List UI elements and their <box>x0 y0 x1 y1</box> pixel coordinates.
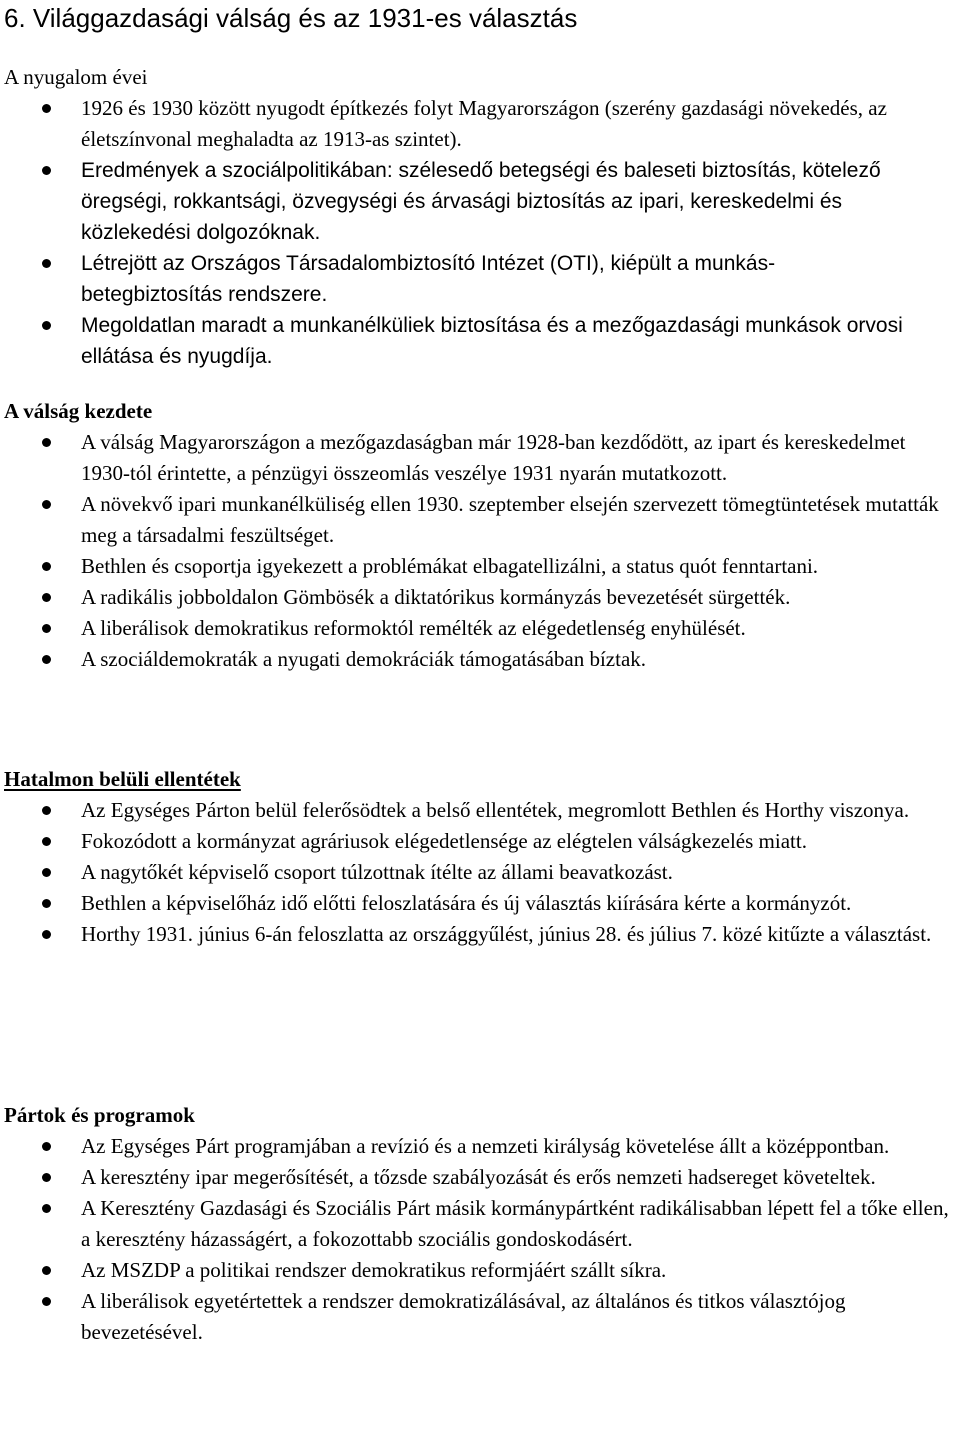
section-list-partok-programok <box>0 1131 960 1348</box>
list-item-text: A liberálisok demokratikus reformoktól remélték az elégedetlenség enyhülését. <box>81 616 746 640</box>
list-item <box>0 919 956 950</box>
bullet-icon <box>42 562 51 571</box>
bullet-icon <box>42 1204 51 1213</box>
list-item-text: Az Egységes Párt programjában a revízió és a nemzeti királyság követelése állt a középpontban. <box>81 1134 890 1158</box>
bullet-icon <box>42 1173 51 1182</box>
list-item-text: Bethlen és csoportja igyekezett a problémákat elbagatellizálni, a status quót fenntartani. <box>81 554 819 578</box>
bullet-icon <box>42 899 51 908</box>
list-item-text: Bethlen a képviselőház idő előtti feloszlatására és új választás kiírására kérte a kormányzót. <box>81 891 852 915</box>
list-item <box>0 551 956 582</box>
list-item <box>0 1286 956 1348</box>
section-heading-valsag-kezdete: A válság kezdete <box>4 399 153 423</box>
bullet-icon <box>42 1297 51 1306</box>
bullet-icon <box>42 837 51 846</box>
list-item <box>0 489 956 551</box>
section-list-hatalmon-beluli <box>0 795 960 950</box>
list-item-text: 1926 és 1930 között nyugodt építkezés folyt Magyarországon (szerény gazdasági növekedés, az életszínvonal meghaladta az 1913-as szintet). <box>81 96 887 151</box>
list-item-text: A növekvő ipari munkanélküliség ellen 1930. szeptember elsején szervezett tömegtüntetések mutatták meg a társadalmi feszültséget. <box>81 492 939 547</box>
list-item-text: Eredmények a szociálpolitikában: szélesedő betegségi és baleseti biztosítás, kötelező öregségi, rokkantsági, özvegységi és árvasági biztosítás az ipari, kereskedelmi és közlekedési dolgozóknak. <box>81 159 881 244</box>
list-item-text: A Keresztény Gazdasági és Szociális Párt másik kormánypártként radikálisabban lépett fel a tőke ellen, a keresztény házasságért, a fokozottabb szociális gondoskodásért. <box>81 1196 949 1251</box>
list-item <box>0 93 956 155</box>
section-list-nyugalom <box>0 93 960 372</box>
list-item <box>0 155 956 248</box>
section-heading-hatalmon-beluli: Hatalmon belüli ellentétek <box>4 767 241 791</box>
list-item-text: Az Egységes Párton belül felerősödtek a belső ellentétek, megromlott Bethlen és Horthy viszonya. <box>81 798 910 822</box>
list-item-text: A liberálisok egyetértettek a rendszer demokratizálásával, az általános és titkos választójog bevezetésével. <box>81 1289 846 1344</box>
list-item-text: Az MSZDP a politikai rendszer demokratikus reformjáért szállt síkra. <box>81 1258 667 1282</box>
bullet-icon <box>42 500 51 509</box>
list-item <box>0 888 956 919</box>
list-item <box>0 1193 956 1255</box>
bullet-icon <box>42 321 51 330</box>
list-item-text: Horthy 1931. június 6-án feloszlatta az országgyűlést, június 28. és július 7. közé kitűzte a választást. <box>81 922 932 946</box>
bullet-icon <box>42 1266 51 1275</box>
list-item <box>0 582 956 613</box>
bullet-icon <box>42 624 51 633</box>
list-item <box>0 857 956 888</box>
list-item <box>0 427 956 489</box>
bullet-icon <box>42 1142 51 1151</box>
list-item-text: A keresztény ipar megerősítését, a tőzsde szabályozását és erős nemzeti hadsereget követeltek. <box>81 1165 876 1189</box>
list-item <box>0 1131 956 1162</box>
list-item-text: A válság Magyarországon a mezőgazdaságban már 1928-ban kezdődött, az ipart és kereskedelmet 1930-tól érintette, a pénzügyi összeomlás veszélye 1931 nyarán mutatkozott. <box>81 430 906 485</box>
list-item-text: Létrejött az Országos Társadalombiztosító Intézet (OTI), kiépült a munkás-betegbiztosítás rendszere. <box>81 252 776 306</box>
section-list-valsag-kezdete <box>0 427 960 675</box>
section-heading-partok-programok: Pártok és programok <box>4 1103 195 1127</box>
bullet-icon <box>42 655 51 664</box>
list-item <box>0 826 956 857</box>
list-item-text: Fokozódott a kormányzat agráriusok elégedetlensége az elégtelen válságkezelés miatt. <box>81 829 807 853</box>
list-item <box>0 795 956 826</box>
list-item-text: A szociáldemokraták a nyugati demokráciák támogatásában bíztak. <box>81 647 647 671</box>
list-item <box>0 310 956 372</box>
list-item-text: A nagytőkét képviselő csoport túlzottnak ítélte az állami beavatkozást. <box>81 860 673 884</box>
bullet-icon <box>42 593 51 602</box>
list-item <box>0 644 956 675</box>
list-item <box>0 248 871 310</box>
bullet-icon <box>42 259 51 268</box>
bullet-icon <box>42 104 51 113</box>
list-item-text: A radikális jobboldalon Gömbösék a diktatórikus kormányzás bevezetését sürgették. <box>81 585 791 609</box>
list-item <box>0 613 956 644</box>
bullet-icon <box>42 166 51 175</box>
bullet-icon <box>42 868 51 877</box>
document-title: 6. Világgazdasági válság és az 1931-es választás <box>4 3 578 33</box>
list-item <box>0 1255 956 1286</box>
list-item <box>0 1162 956 1193</box>
section-heading-nyugalom: A nyugalom évei <box>4 65 148 89</box>
bullet-icon <box>42 438 51 447</box>
list-item-text: Megoldatlan maradt a munkanélküliek biztosítása és a mezőgazdasági munkások orvosi ellátása és nyugdíja. <box>81 314 903 368</box>
bullet-icon <box>42 930 51 939</box>
bullet-icon <box>42 806 51 815</box>
